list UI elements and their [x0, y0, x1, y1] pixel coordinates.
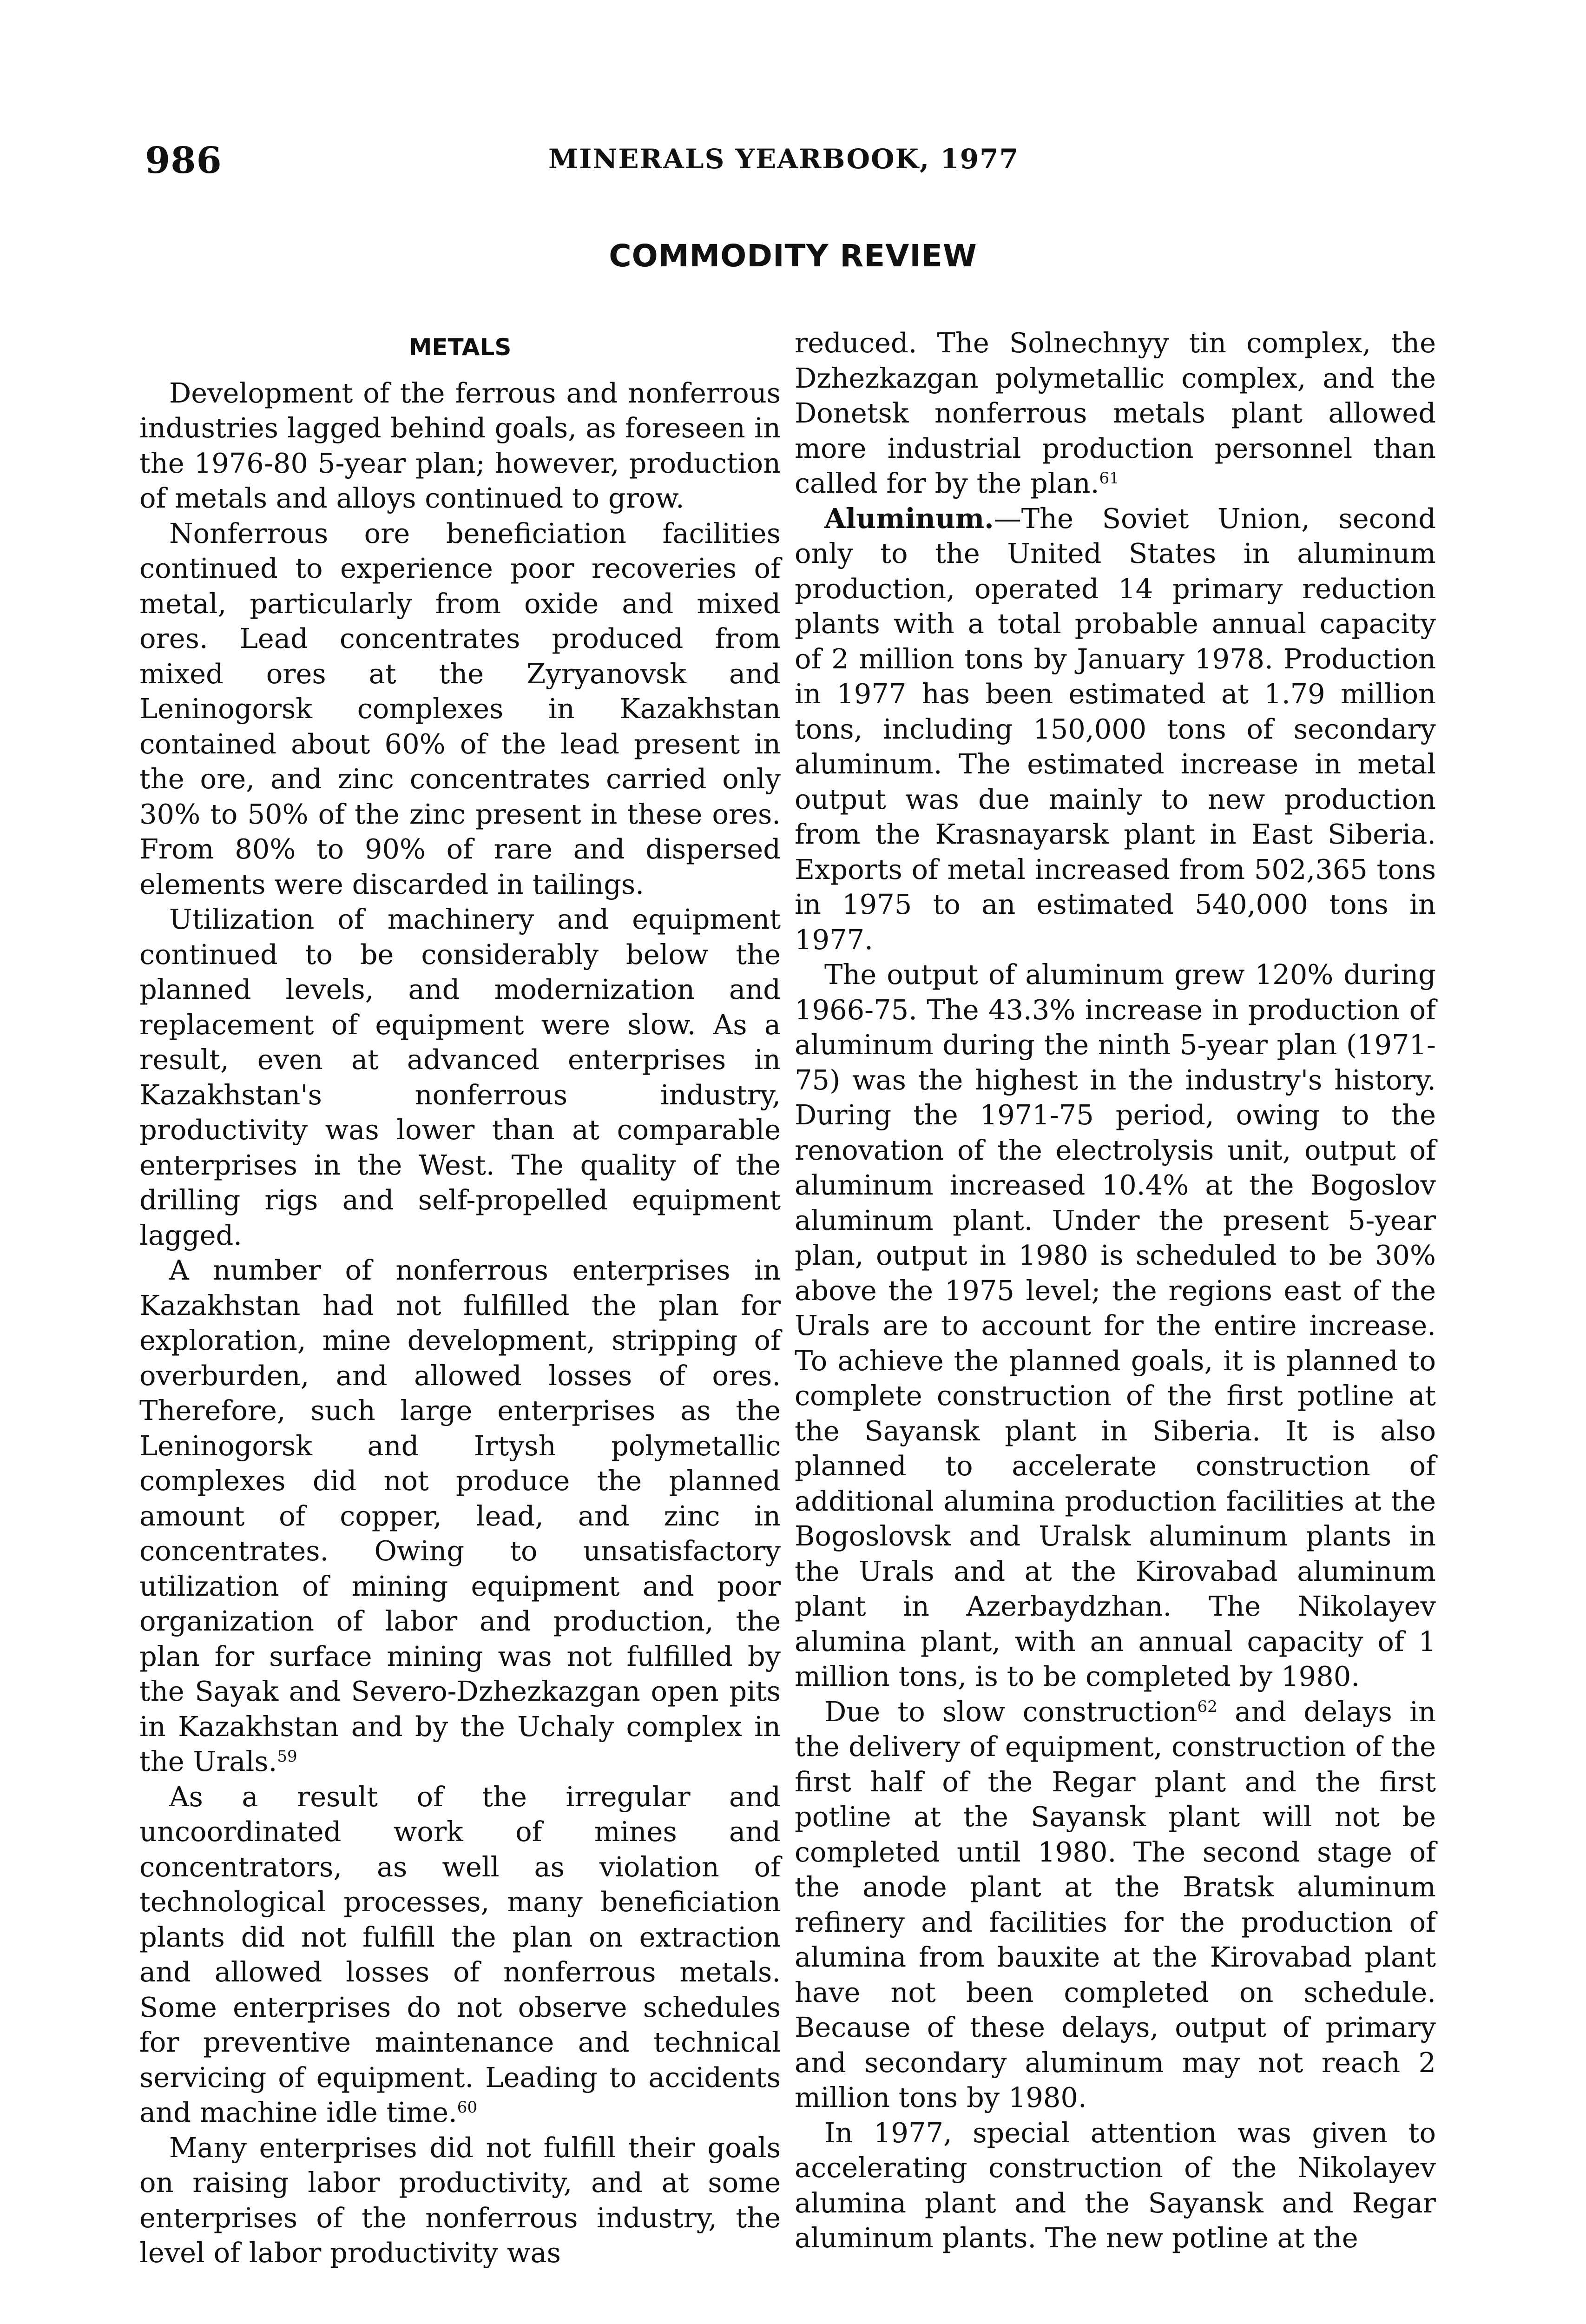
- paragraph: Utilization of machinery and equipment continued to be considerably below the planned levels, and modernization and replacement of equipment were slow. As a result, even at advanced enterprises in Kazakhstan's nonferrous industry, productivity was lower than at comparable enterprises in the West. The quality of the drilling rigs and self-propelled equipment lagged.: [139, 903, 781, 1251]
- paragraph: [795, 501, 1436, 957]
- paragraph: Nonferrous ore beneficiation facilities continued to experience poor recoveries of metal, particularly from oxide and mixed ores. Lead concentrates produced from mixed ores at the Zyryanovsk and Leninogorsk complexes in Kazakhstan contained about 60% of the lead present in the ore, and zinc concentrates carried only 30% to 50% of the zinc present in these ores. From 80% to 90% of rare and dispersed elements were discarded in tailings.: [139, 517, 781, 900]
- paragraph-text: —The Soviet Union, second only to the United States in aluminum production, operated 14 primary reduction plants with a total probable annual capacity of 2 million tons by January 1978. Production in 1977 has been estimated at 1.79 million tons, including 150,000 tons of secondary aluminum. The estimated increase in metal output was due mainly to new production from the Krasnayarsk plant in East Siberia. Exports of metal increased from 502,365 tons in 1975 to an estimated 540,000 tons in 1977.: [795, 502, 1436, 956]
- paragraph-text: reduced. The Solnechnyy tin complex, the Dzhezkazgan polymetallic complex, and the Donetsk nonferrous metals plant allowed more industrial production personnel than called for by the plan.: [795, 327, 1436, 499]
- aluminum-run-in-heading: Aluminum.: [824, 502, 994, 535]
- footnote-ref: 62: [1197, 1697, 1217, 1716]
- section-title: COMMODITY REVIEW: [609, 238, 977, 274]
- footnote-ref: 60: [457, 2098, 478, 2117]
- paragraph-text: As a result of the irregular and uncoordinated work of mines and concentrators, as well as violation of technological processes, many beneficiation plants did not fulfill the plan on extraction and allowed losses of nonferrous metals. Some enterprises do not observe schedules for preventive maintenance and technical servicing of equipment. Leading to accidents and machine idle time.: [139, 1780, 781, 2128]
- footnote-ref: 59: [277, 1747, 297, 1766]
- paragraph: [795, 325, 1436, 501]
- paragraph: [139, 1253, 781, 1779]
- paragraph: In 1977, special attention was given to accelerating construction of the Nikolayev alumina plant and the Sayansk and Regar aluminum plants. The new potline at the: [795, 2116, 1436, 2254]
- paragraph: The output of aluminum grew 120% during 1966-75. The 43.3% increase in production of aluminum during the ninth 5-year plan (1971-75) was the highest in the industry's history. During the 1971-75 period, owing to the renovation of the electrolysis unit, output of aluminum increased 10.4% at the Bogoslov aluminum plant. Under the present 5-year plan, output in 1980 is scheduled to be 30% above the 1975 level; the regions east of the Urals are to account for the entire increase. To achieve the planned goals, it is planned to complete construction of the first potline at the Sayansk plant in Siberia. It is also planned to accelerate construction of additional alumina production facilities at the Bogoslovsk and Uralsk aluminum plants in the Urals and at the Kirovabad aluminum plant in Azerbaydzhan. The Nikolayev alumina plant, with an annual capacity of 1 million tons, is to be completed by 1980.: [795, 958, 1436, 1692]
- footnote-ref: 61: [1099, 469, 1119, 488]
- paragraph-text: Due to slow construction: [824, 1695, 1198, 1728]
- page-number: 986: [145, 139, 222, 182]
- running-header: MINERALS YEARBOOK, 1977: [548, 143, 1019, 175]
- paragraph: Development of the ferrous and nonferrous industries lagged behind goals, as foreseen in the 1976-80 5-year plan; however, production of metals and alloys continued to grow.: [139, 376, 781, 514]
- paragraph: Many enterprises did not fulfill their goals on raising labor productivity, and at some enterprises of the nonferrous industry, the level of labor productivity was: [139, 2131, 781, 2269]
- right-column: [795, 325, 1436, 2256]
- paragraph-text: and delays in the delivery of equipment, construction of the first half of the Regar plant and the first potline at the Sayansk plant will not be completed until 1980. The second stage of the anode plant at the Bratsk aluminum refinery and facilities for the production of alumina from bauxite at the Kirovabad plant have not been completed on schedule. Because of these delays, output of primary and secondary aluminum may not reach 2 million tons by 1980.: [795, 1695, 1436, 2113]
- paragraph: [795, 1694, 1436, 2115]
- paragraph-text: A number of nonferrous enterprises in Kazakhstan had not fulfilled the plan for exploration, mine development, stripping of overburden, and allowed losses of ores. Therefore, such large enterprises as the Leninogorsk and Irtysh polymetallic complexes did not produce the planned amount of copper, lead, and zinc in concentrates. Owing to unsatisfactory utilization of mining equipment and poor organization of labor and production, the plan for surface mining was not fulfilled by the Sayak and Severo-Dzhezkazgan open pits in Kazakhstan and by the Uchaly complex in the Urals.: [139, 1254, 781, 1777]
- left-column: [139, 325, 781, 2271]
- metals-subheading: METALS: [408, 334, 512, 361]
- paragraph: [139, 1779, 781, 2130]
